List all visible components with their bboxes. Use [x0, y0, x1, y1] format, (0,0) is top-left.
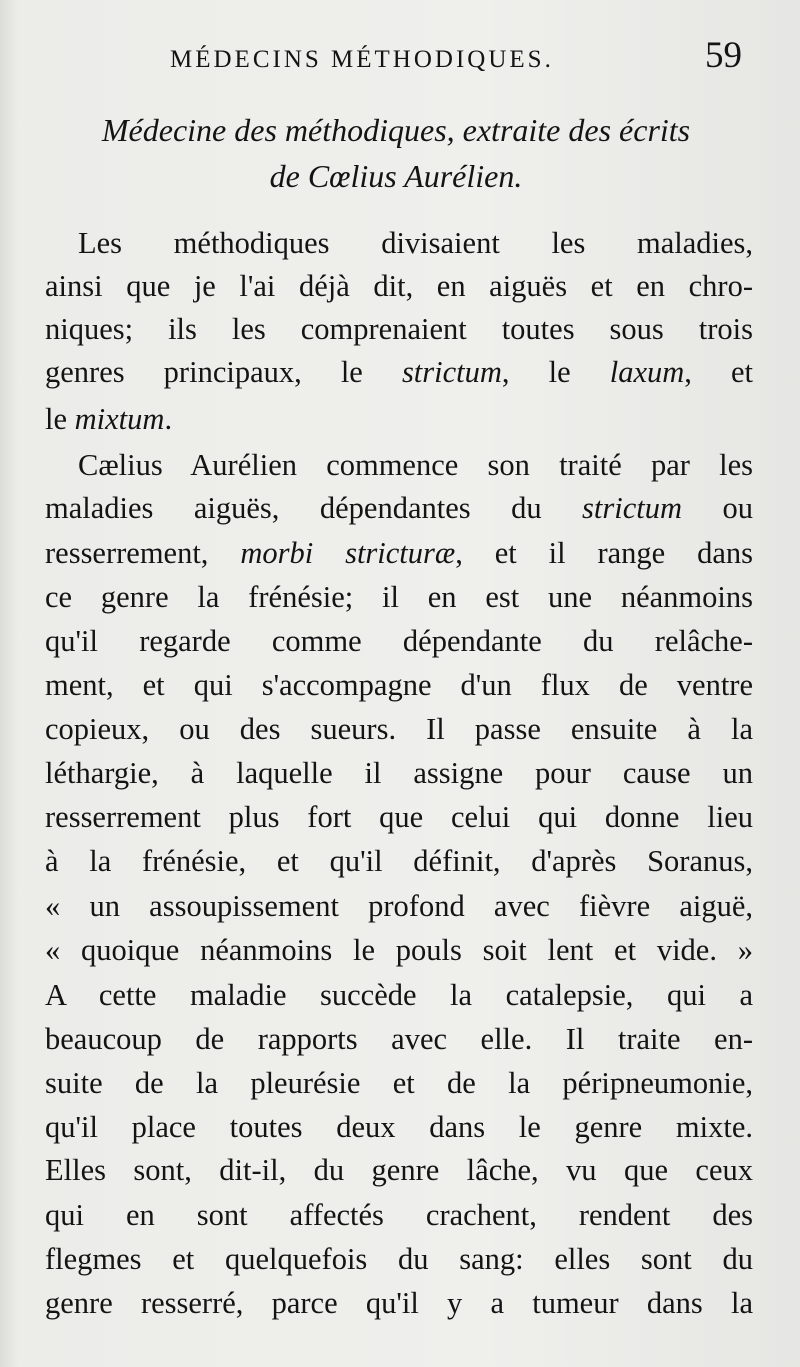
text-line: Les méthodiques divisaient les maladies, — [78, 226, 753, 260]
text-line: niques; ils les comprenaient toutes sous trois — [45, 312, 753, 346]
text-line: qu'il place toutes deux dans le genre mixte. — [45, 1110, 753, 1144]
text-line: resserrement, morbi stricturæ, et il range dans — [45, 536, 754, 570]
text-line: A cette maladie succède la catalepsie, qui a — [45, 978, 753, 1012]
text-line: maladies aiguës, dépendantes du strictum ou — [45, 491, 753, 525]
text-line: qui en sont affectés crachent, rendent des — [45, 1198, 753, 1232]
text-line: ainsi que je l'ai déjà dit, en aiguës et en chro- — [45, 269, 753, 303]
running-head: MÉDECINS MÉTHODIQUES. — [170, 46, 554, 73]
text-line: « quoique néanmoins le pouls soit lent et vide. » — [45, 933, 753, 967]
text-line: Cælius Aurélien commence son traité par les — [78, 448, 753, 482]
text-line: qu'il regarde comme dépendante du relâche- — [45, 624, 753, 658]
text-line: « un assoupissement profond avec fièvre aiguë, — [45, 889, 753, 923]
text-line: ce genre la frénésie; il en est une néanmoins — [45, 580, 753, 614]
text-line: resserrement plus fort que celui qui donne lieu — [45, 800, 753, 834]
section-heading-line-2: de Cœlius Aurélien. — [269, 158, 523, 194]
text-line: ment, et qui s'accompagne d'un flux de ventre — [45, 668, 753, 702]
page-number: 59 — [705, 35, 742, 76]
section-heading-line-1: Médecine des méthodiques, extraite des écrits — [101, 112, 691, 148]
text-line: le mixtum. — [45, 402, 173, 436]
text-line: genre resserré, parce qu'il y a tumeur dans la — [45, 1286, 753, 1320]
text-line: copieux, ou des sueurs. Il passe ensuite à la — [45, 712, 753, 746]
text-line: genres principaux, le strictum, le laxum, et — [45, 355, 754, 389]
text-line: flegmes et quelquefois du sang: elles sont du — [45, 1242, 753, 1276]
text-line: Elles sont, dit-il, du genre lâche, vu que ceux — [45, 1153, 753, 1187]
text-line: suite de la pleurésie et de la péripneumonie, — [45, 1066, 753, 1100]
text-line: léthargie, à laquelle il assigne pour cause un — [45, 756, 753, 790]
text-line: à la frénésie, et qu'il définit, d'après Soranus, — [45, 844, 753, 878]
text-line: beaucoup de rapports avec elle. Il traite en- — [45, 1022, 753, 1056]
